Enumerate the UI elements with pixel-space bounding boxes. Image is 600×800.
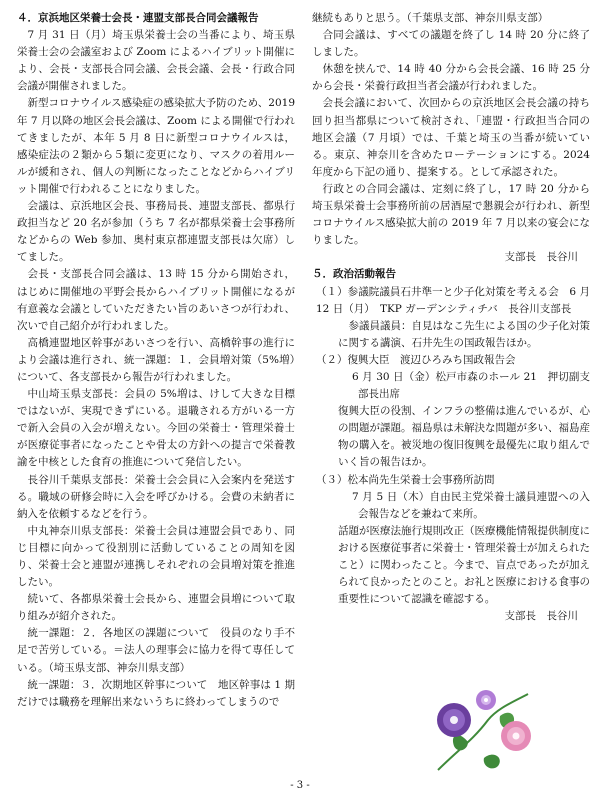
report-item-body: 復興大臣の役割、インフラの整備は進んでいるが、心の問題が課題。福島県は未解決な問題が多い、福島産物の購入を。被災地の復旧復興を最優先に取り組んでいく旨の報告ほか。 — [338, 405, 590, 469]
paragraph: 合同会議は、すべての議題を終了し 14 時 20 分に終了しました。 — [312, 29, 590, 59]
signature: 支部長 長谷川 — [504, 610, 578, 623]
paragraph: 休憩を挟んで、14 時 40 分から会長会議、16 時 25 分から会長・栄養行政担当者会議が行われました。 — [312, 63, 590, 93]
paragraph: 新型コロナウイルス感染症の感染拡大予防のため、2019 年 7 月以降の地区会長会議は、Zoom による開催で行われてきましたが、本年 5 月 8 日に新型コロナウイルスは，感染症法の２類から５類に変更になり、マスクの着用ルールが緩和され、個人の判断になったことなどからハイブリット開催で行われることになりました。 — [17, 97, 295, 195]
page-number: - 3 - — [290, 780, 310, 791]
signature: 支部長 長谷川 — [504, 251, 578, 264]
report-item-title: （２）復興大臣 渡辺ひろみち国政報告会 — [316, 353, 516, 366]
morning-glory-illustration — [428, 680, 540, 772]
paragraph: 続いて、各都県栄養士会長から、連盟会員増について取り組みが紹介された。 — [17, 593, 295, 623]
report-item-date: 6 月 30 日（金）松戸市森のホール 21 押切副支部長出席 — [352, 370, 590, 401]
paragraph: 中山埼玉県支部長：会員の 5%増は、けして大きな目標ではないが、実現できずにいる。退職される方がいる一方で新入会員の入会が増えない。今回の栄養士・管理栄養士が医療従事者になったことや骨太の方針への提言で栄養教諭を中核とした食育の推進について発信したい。 — [17, 388, 295, 469]
report-item-body: 話題が医療法施行規則改正（医療機能情報提供制度における医療従事者に栄養士・管理栄養士が加えられたこと）に関わったこと。今まで、盲点であったが加えられて良かったとのこと。お礼と医療における食事の重要性について認識を確認する。 — [338, 524, 590, 606]
paragraph: 会長・支部長合同会議は、13 時 15 分から開始され，はじめに開催地の平野会長からハイブリット開催になるが有意義な会議としていただきたい旨のあいさつが行われ、次いで自己紹介が行われました。 — [17, 268, 295, 332]
paragraph: 7 月 31 日（月）埼玉県栄養士会の当番により、埼玉県栄養士会の会議室および Zoom によるハイブリット開催により、会長・支部長合同会議、会長会議、会長・行政合同会議が開催されました。 — [17, 29, 295, 93]
paragraph: 統一課題：２．各地区の課題について 役員のなり手不足で苦労している。＝法人の理事会に協力を得て専任している。（埼玉県支部、神奈川県支部） — [17, 627, 295, 674]
paragraph: 継続もありと思う。（千葉県支部、神奈川県支部） — [312, 12, 549, 24]
paragraph: 長谷川千葉県支部長：栄養士会会員に入会案内を発送する。職域の研修会時に入会を呼びかける。会費の未納者に納入を依頼するなどを行う。 — [17, 473, 295, 520]
section-4-heading: ４．京浜地区栄養士会長・連盟支部長合同会議報告 — [17, 12, 259, 24]
paragraph: 会議は、京浜地区会長、事務局長、連盟支部長、都県行政担当など 20 名が参加（うち 7 名が都県栄養士会事務所などからの Web 参加、奥村東京都連盟支部長は欠席）してました。 — [17, 200, 295, 264]
left-column — [17, 10, 295, 711]
report-item-date: 7 月 5 日（木）自由民主党栄養士議員連盟への入会報告などを兼ねて来所。 — [352, 490, 590, 520]
section-5-heading: ５．政治活動報告 — [312, 268, 396, 281]
paragraph: 統一課題：３．次期地区幹事について 地区幹事は 1 期だけでは職務を理解出来ないうちに終わってしまうので — [17, 678, 295, 708]
right-column — [312, 10, 590, 625]
paragraph: 行政との合同会議は、定刻に終了し，17 時 20 分から埼玉県栄養士会事務所前の居酒屋で懇親会が行われ、新型コロナウイルス感染拡大前の 2019 年 7 月以来の宴会になりました。 — [312, 182, 590, 247]
report-item-title: （３）松本尚先生栄養士会事務所訪問 — [316, 473, 495, 486]
paragraph: 会長会議において、次回からの京浜地区会長会議の持ち回り担当都県について検討され、｢連盟・行政担当合同の地区会議（7 月頃）では、千葉と埼玉の当番が続いている。東京、神奈川を含めたローテーションにする。2024 年度から下記の通り、提案する。として承認された。 — [312, 97, 590, 178]
paragraph: 高橋連盟地区幹事があいさつを行い、高橋幹事の進行により会議は進行され、統一課題：１．会員増対策（5%増）について、各支部長から報告が行われました。 — [17, 336, 295, 383]
paragraph: 中丸神奈川県支部長：栄養士会員は連盟会員であり、同じ目標に向かって役割別に活動していることの周知を図り、栄養士会と連盟が連携しそれぞれの会員増対策を推進したい。 — [17, 524, 295, 589]
report-item-body: 参議員議員：自見はなこ先生による国の少子化対策に関する講演、石井先生の国政報告ほか。 — [338, 319, 590, 349]
report-item-title: （１）参議院議員石井準一と少子化対策を考える会 6 月 12 日（月） TKP ガーデンシティチバ 長谷川支部長 — [316, 285, 590, 315]
